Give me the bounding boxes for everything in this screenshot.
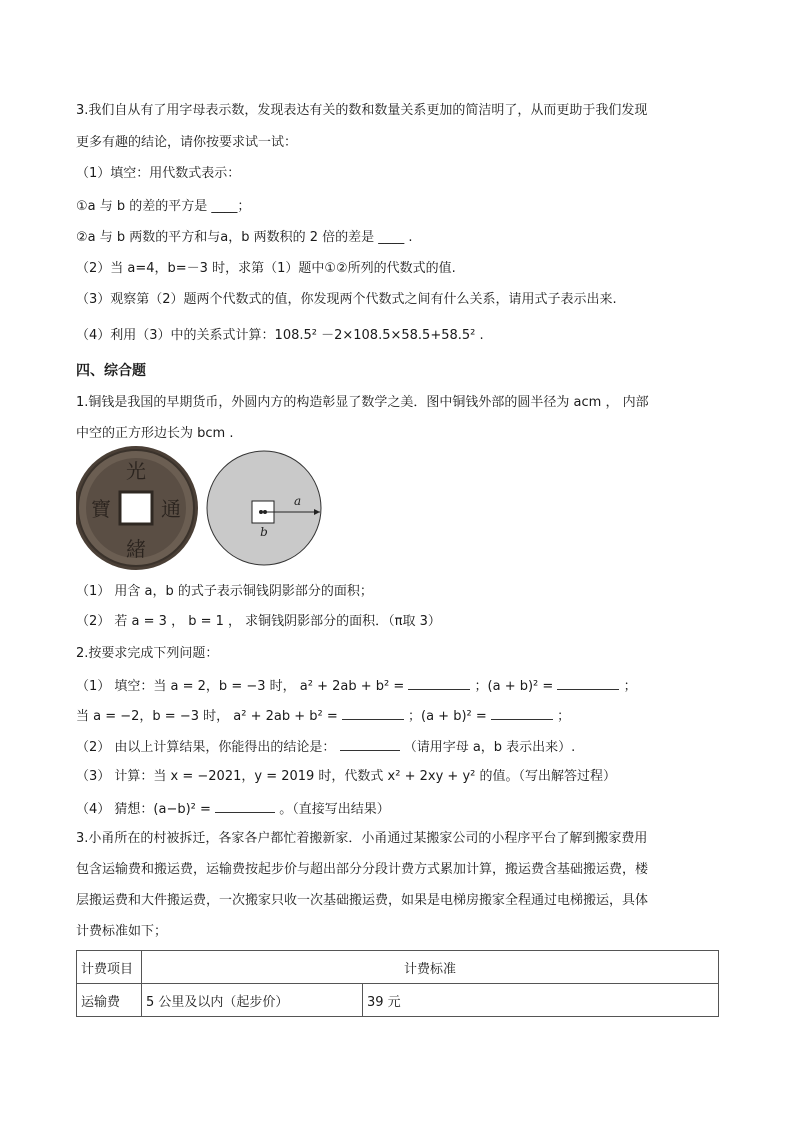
label-b: b: [260, 525, 268, 539]
row1-range: 5 公里及以内（起步价）: [142, 984, 363, 1017]
coin-intro-line2: 中空的正方形边长为 bcm .: [76, 426, 234, 441]
p2-line1: [76, 676, 736, 696]
coin-figures: [76, 444, 336, 572]
row1-item: 运输费: [77, 984, 142, 1017]
p2-line5-pre: （4） 猜想：(a−b)² =: [76, 802, 211, 817]
p2-line2: [76, 706, 736, 726]
p2-line3-pre: （2） 由以上计算结果，你能得出的结论是：: [76, 740, 336, 755]
p2-line2-pre: 当 a = −2，b = −3 时， a² + 2ab + b² =: [76, 709, 338, 724]
table-row: [77, 951, 719, 984]
p2-line1-mid: ；(a + b)² =: [474, 679, 554, 694]
p2-line4: （3） 计算：当 x = −2021，y = 2019 时，代数式 x² + 2xy + y² 的值。（写出解答过程）: [76, 769, 616, 784]
coin-intro-line1: 1.铜钱是我国的早期货币，外圆内方的构造彰显了数学之美．图中铜钱外部的圆半径为 acm ， 内部: [76, 395, 649, 410]
q3-part1: （1）填空：用代数式表示：: [76, 166, 241, 181]
p3-line4: 计费标准如下；: [76, 924, 168, 939]
row1-price: 39 元: [363, 984, 719, 1017]
p2-line3: [76, 737, 736, 757]
coin-char-top: 光: [126, 459, 146, 483]
table-row: [77, 984, 719, 1017]
p2-line5-post: 。（直接写出结果）: [279, 802, 390, 817]
answer-blank[interactable]: [342, 706, 404, 720]
p2-line2-mid: ；(a + b)² =: [408, 709, 487, 724]
coin-char-bottom: 緒: [126, 537, 146, 561]
q3-part3: （3）观察第（2）题两个代数式的值，你发现两个代数式之间有什么关系，请用式子表示出来.: [76, 292, 617, 307]
p3-line2: 包含运输费和搬运费，运输费按起步价与超出部分分段计费方式累加计算，搬运费含基础搬运费，楼: [76, 862, 649, 877]
coin-char-right: 通: [161, 497, 181, 521]
p2-intro: 2.按要求完成下列问题：: [76, 646, 219, 661]
q3-intro-line1: 3.我们自从有了用字母表示数，发现表达有关的数和数量关系更加的简洁明了，从而更助于我们发现: [76, 103, 648, 118]
coin-photo: [76, 446, 198, 570]
answer-blank[interactable]: [557, 676, 619, 690]
p2-line2-end: ；: [557, 709, 571, 724]
section-heading: 四、综合题: [76, 363, 146, 379]
coin-diagram: [207, 451, 321, 565]
answer-blank[interactable]: [340, 737, 400, 751]
header-standard: 计费标准: [142, 951, 719, 984]
q3-part2: （2）当 a=4，b=－3 时，求第（1）题中①②所列的代数式的值.: [76, 261, 456, 276]
coin-question1: （1） 用含 a，b 的式子表示铜钱阴影部分的面积；: [76, 584, 373, 599]
p2-line5: [76, 799, 736, 819]
header-item: 计费项目: [77, 951, 142, 984]
p3-line1: 3.小甬所在的村被拆迁，各家各户都忙着搬新家．小甬通过某搬家公司的小程序平台了解到搬家费用: [76, 831, 648, 846]
p2-line1-pre: （1） 填空：当 a = 2，b = −3 时， a² + 2ab + b² =: [76, 679, 405, 694]
q3-part1a: ①a 与 b 的差的平方是 ____；: [76, 199, 251, 214]
coin-question2: （2） 若 a = 3 ， b = 1 ， 求铜钱阴影部分的面积．（π取 3）: [76, 614, 441, 629]
q3-intro-line2: 更多有趣的结论，请你按要求试一试：: [76, 135, 298, 150]
answer-blank[interactable]: [215, 799, 275, 813]
p3-line3: 层搬运费和大件搬运费，一次搬家只收一次基础搬运费，如果是电梯房搬家全程通过电梯搬运，具体: [76, 893, 649, 908]
p2-line3-post: （请用字母 a，b 表示出来）.: [403, 740, 576, 755]
answer-blank[interactable]: [491, 706, 553, 720]
q3-part1b: ②a 与 b 两数的平方和与a，b 两数积的 2 倍的差是 ____ .: [76, 230, 413, 245]
answer-blank[interactable]: [408, 676, 470, 690]
p2-line1-end: ；: [623, 679, 637, 694]
q3-part4: （4）利用（3）中的关系式计算：108.5² －2×108.5×58.5+58.5² .: [76, 328, 484, 343]
fee-table: [76, 950, 719, 1017]
label-a: a: [294, 494, 302, 508]
coin-char-left: 寶: [91, 497, 111, 521]
